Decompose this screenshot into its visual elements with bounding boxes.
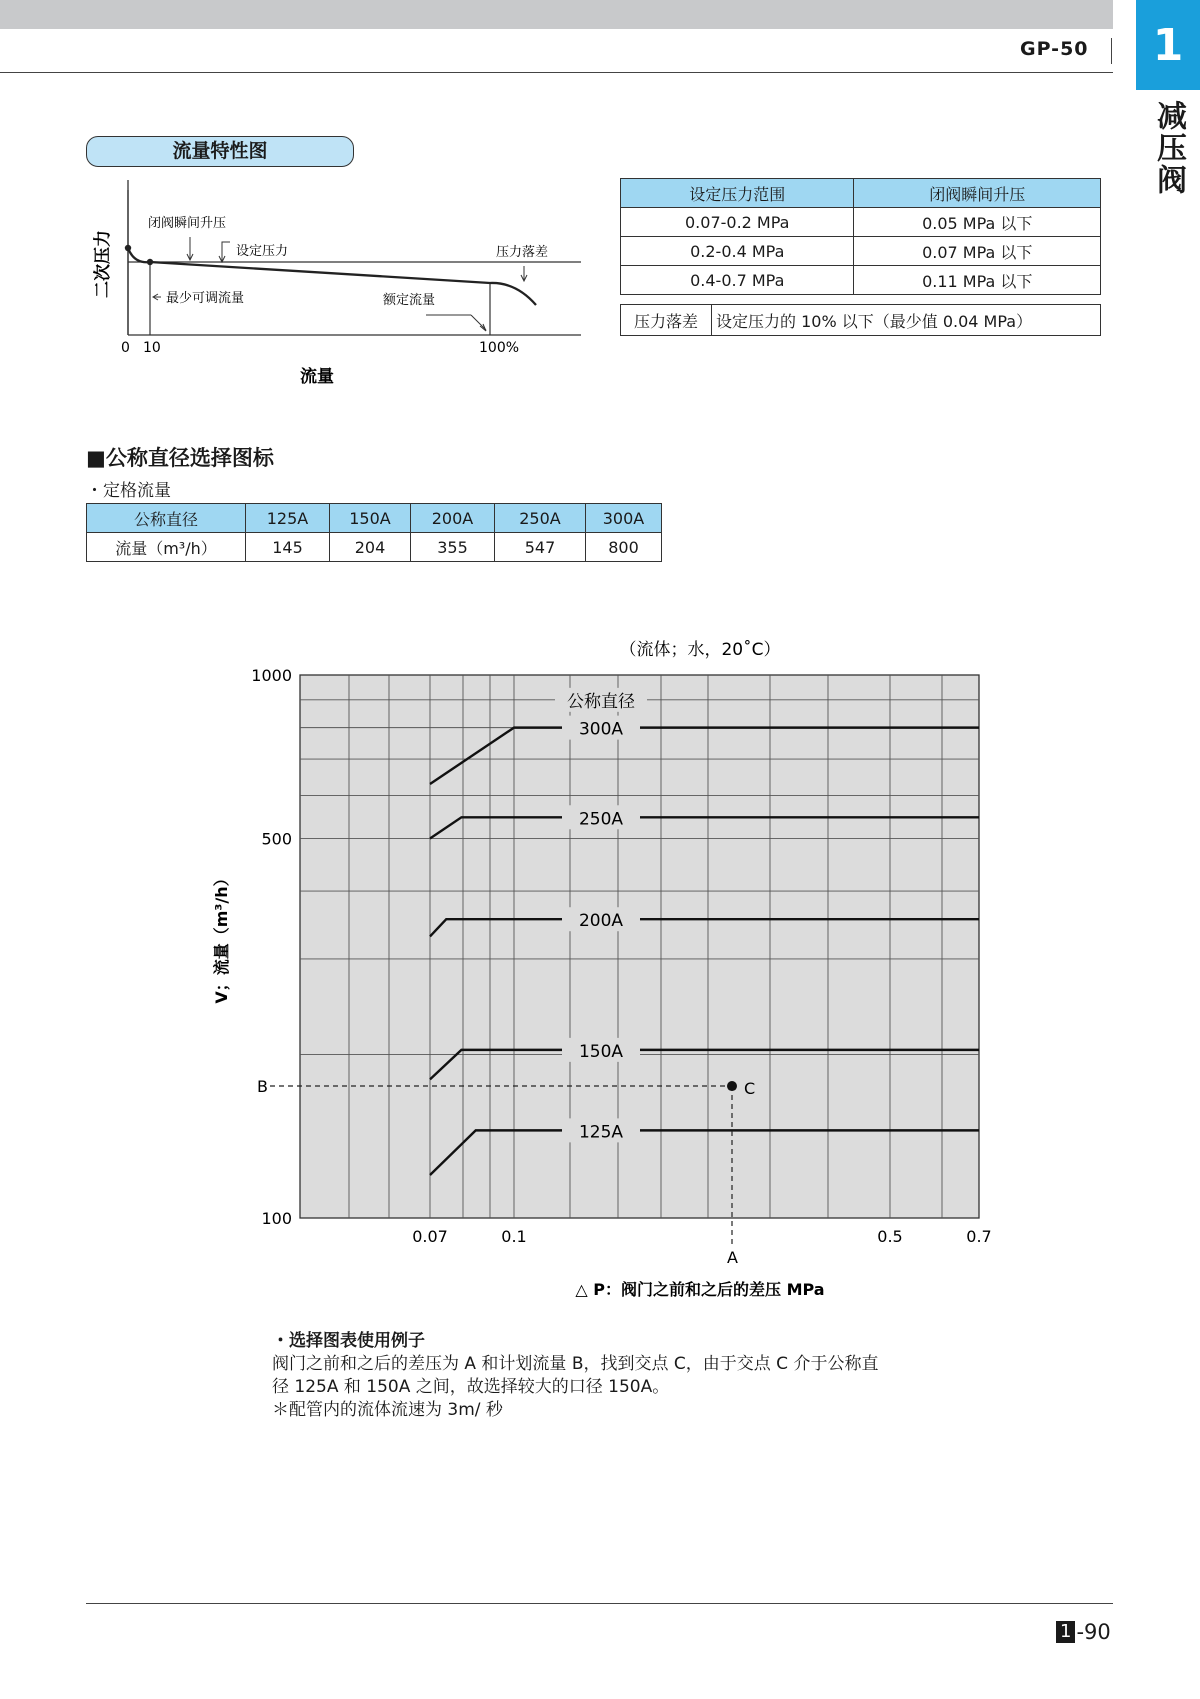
table-row [87, 533, 662, 562]
side-title: 减压阀 [1151, 100, 1186, 196]
series-label-200A: 200A [578, 911, 624, 932]
y-tick-label: 100 [261, 1209, 292, 1228]
x-tick-label: 0.1 [501, 1227, 527, 1246]
pressure-drop-box [620, 304, 1101, 336]
rated-flow-table [86, 503, 662, 562]
page-number [1056, 1620, 1111, 1644]
y-tick-label: 500 [261, 829, 292, 849]
table-header: 闭阀瞬间升压 [854, 179, 1101, 208]
table-cell: 流量（m³/h） [87, 533, 246, 562]
table-row [87, 504, 662, 533]
x-tick-label: 0.5 [877, 1227, 903, 1246]
table-cell: 0.4-0.7 MPa [621, 266, 854, 295]
table-header: 设定压力范围 [621, 179, 854, 208]
example-line: 径 125A 和 150A 之间，故选择较大的口径 150A。 [272, 1377, 670, 1397]
point-c [727, 1081, 737, 1091]
min-flow-label: 最少可调流量 [166, 291, 245, 306]
table-row [621, 179, 1101, 208]
chart-x-label: △ P：阀门之前和之后的差压 MPa [575, 1280, 825, 1299]
example-title: ・选择图表使用例子 [272, 1331, 425, 1351]
series-label-150A: 150A [578, 1041, 624, 1062]
table-cell: 0.07-0.2 MPa [621, 208, 854, 237]
x-tick-label: 0.07 [412, 1227, 448, 1246]
series-label-300A: 300A [578, 719, 624, 740]
table-header: 125A [246, 504, 330, 533]
table-cell: 0.07 MPa 以下 [854, 237, 1101, 266]
diagram-x-tick-100: 100% [479, 340, 520, 356]
diagram-x-tick-0: 0 [121, 340, 130, 356]
header-separator [1111, 38, 1112, 64]
page-chapter: 1 [1056, 1621, 1075, 1643]
table-cell: 204 [330, 533, 411, 562]
diagram-y-label: 二次压力 [93, 230, 113, 298]
table-cell: 800 [586, 533, 662, 562]
rated-flow-label: 额定流量 [383, 293, 436, 308]
example-line: 阀门之前和之后的差压为 A 和计划流量 B，找到交点 C，由于交点 C 介于公称直 [272, 1354, 879, 1374]
table-cell: 355 [411, 533, 495, 562]
set-pressure-label: 设定压力 [236, 244, 289, 259]
legend-title: 公称直径 [567, 691, 635, 712]
top-band [0, 0, 1113, 29]
table-cell: 547 [495, 533, 586, 562]
rated-flow-caption: ・定格流量 [86, 481, 171, 501]
example-block [272, 1330, 972, 1422]
section-heading: ■公称直径选择图标 [86, 446, 274, 470]
table-cell: 0.2-0.4 MPa [621, 237, 854, 266]
point-a-label: A [727, 1248, 738, 1267]
point-b-label: B [257, 1077, 268, 1097]
flow-characteristic-diagram [86, 180, 606, 390]
chapter-tab: 1 [1136, 0, 1200, 90]
table-header: 150A [330, 504, 411, 533]
chart-y-label: V；流量（m³/h） [212, 870, 231, 1004]
table-row [621, 237, 1101, 266]
series-label-125A: 125A [578, 1122, 624, 1143]
selection-chart [200, 625, 1000, 1305]
table-header: 200A [411, 504, 495, 533]
table-row [621, 208, 1101, 237]
series-label-250A: 250A [578, 809, 624, 830]
y-tick-label: 1000 [251, 666, 292, 685]
point-c-label: C [744, 1079, 756, 1099]
pressure-drop-value-cell: 设定压力的 10% 以下（最少值 0.04 MPa） [716, 311, 1033, 331]
spec-table [620, 178, 1101, 295]
table-header: 250A [495, 504, 586, 533]
pressure-drop-label-cell: 压力落差 [621, 305, 712, 335]
footer-rule [86, 1603, 1113, 1604]
table-cell: 145 [246, 533, 330, 562]
closing-rise-label: 闭阀瞬间升压 [148, 216, 227, 231]
table-row [621, 266, 1101, 295]
chart-title: （流体；水，20˚C） [619, 640, 781, 660]
example-note: ＊配管内的流体流速为 3m/ 秒 [272, 1400, 503, 1420]
table-cell: 0.05 MPa 以下 [854, 208, 1101, 237]
table-cell: 0.11 MPa 以下 [854, 266, 1101, 295]
model-number: GP-50 [1020, 38, 1089, 60]
pressure-drop-label: 压力落差 [496, 245, 549, 260]
diagram-x-label: 流量 [300, 367, 334, 387]
flow-characteristic-title: 流量特性图 [86, 136, 354, 167]
page-index: -90 [1076, 1620, 1111, 1644]
table-header: 300A [586, 504, 662, 533]
table-header: 公称直径 [87, 504, 246, 533]
x-tick-label: 0.7 [966, 1227, 992, 1246]
diagram-x-tick-10: 10 [143, 340, 161, 356]
header-rule [0, 72, 1113, 73]
